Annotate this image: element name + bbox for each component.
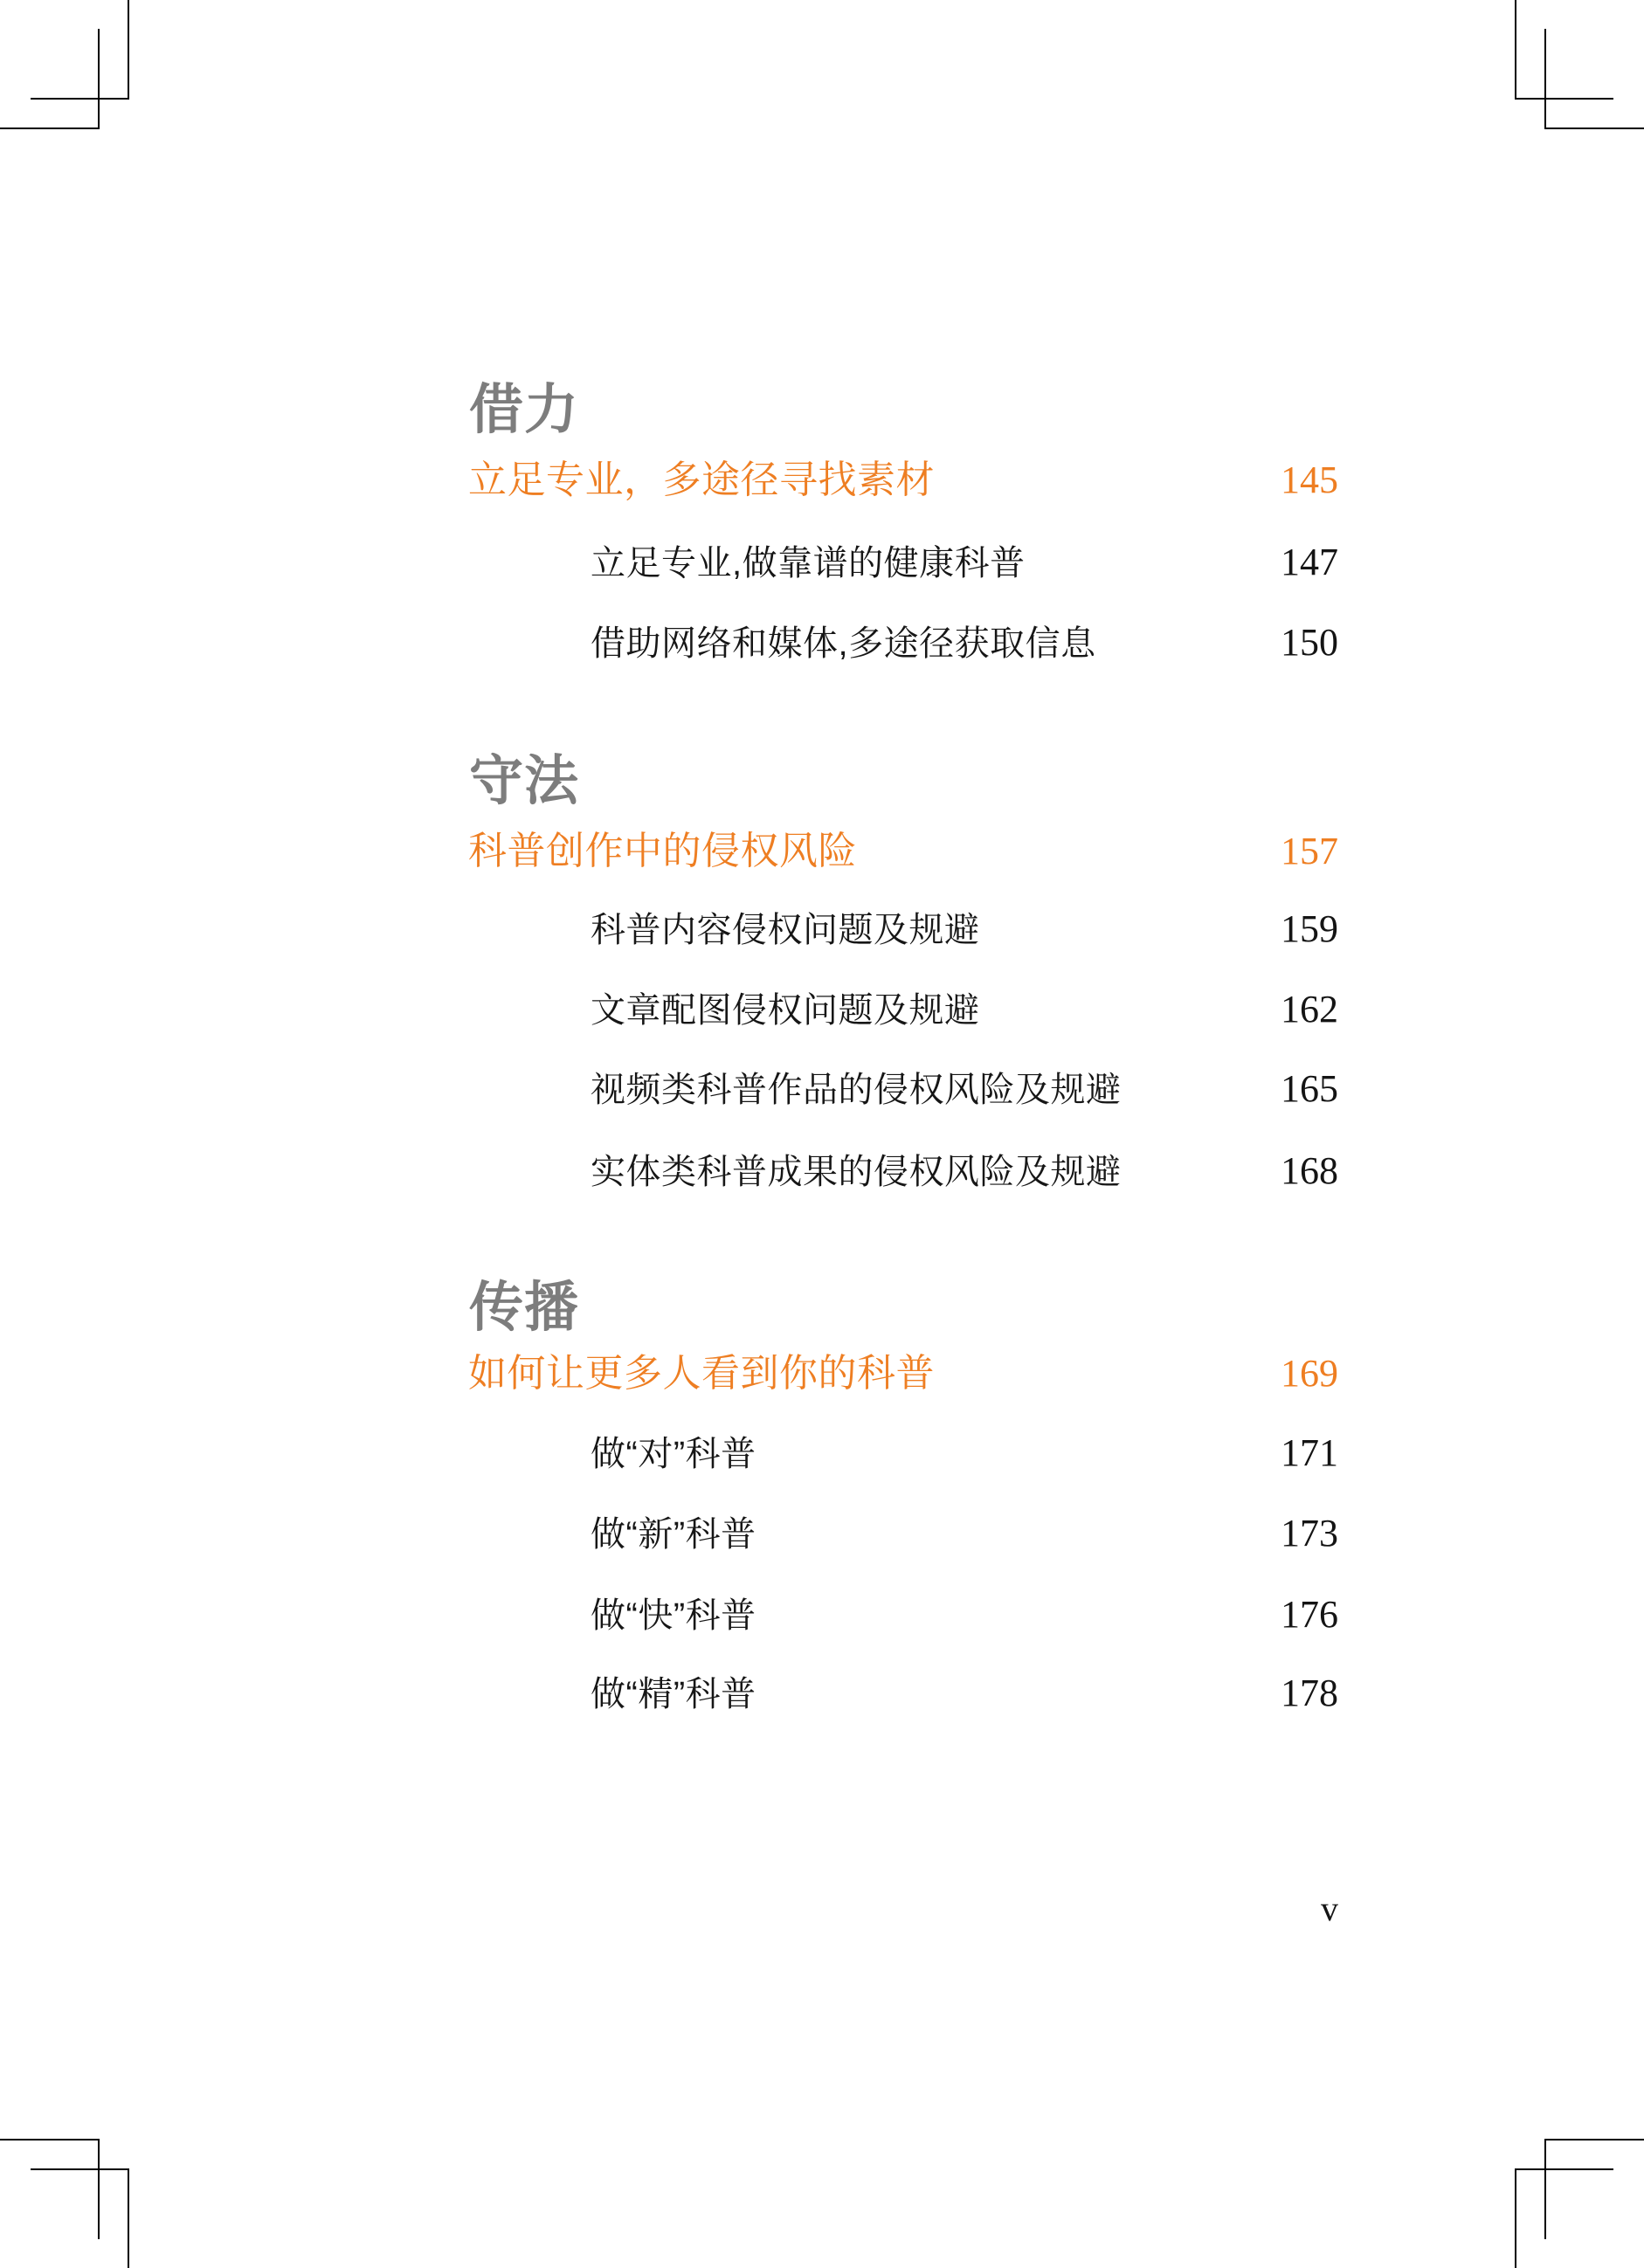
crop-mark-bl-outer-vertical [128, 2168, 129, 2268]
crop-mark-tl-outer-horizontal [31, 98, 129, 100]
section-page-number: 169 [1281, 1352, 1338, 1395]
toc-entry-row [468, 987, 1338, 1033]
entry-page-number: 176 [1281, 1593, 1338, 1636]
folio-page-number: v [1321, 1889, 1338, 1928]
entry-page-number: 165 [1281, 1067, 1338, 1110]
section-subtitle: 如何让更多人看到你的科普 [468, 1352, 935, 1395]
crop-mark-br-inner-vertical [1544, 2140, 1546, 2239]
toc-entry-row [468, 540, 1338, 586]
entry-title: 实体类科普成果的侵权风险及规避 [591, 1153, 1122, 1191]
toc-entry-row [468, 1430, 1338, 1477]
section-keyword: 传播 [469, 1278, 580, 1338]
section-subtitle-row [468, 830, 1338, 874]
crop-mark-br-inner-horizontal [1544, 2139, 1644, 2140]
entry-title: 做“快”科普 [591, 1596, 756, 1635]
section-keyword: 守法 [469, 751, 580, 811]
entry-title: 借助网络和媒体,多途径获取信息 [591, 624, 1096, 663]
crop-mark-bl-inner-vertical [98, 2140, 100, 2239]
entry-page-number: 150 [1281, 621, 1338, 664]
section-subtitle-row [468, 1352, 1338, 1396]
section-subtitle: 立足专业，多途径寻找素材 [468, 458, 935, 501]
entry-page-number: 178 [1281, 1672, 1338, 1714]
entry-title: 立足专业,做靠谱的健康科普 [591, 544, 1026, 583]
entry-title: 文章配图侵权问题及规避 [591, 991, 980, 1030]
crop-mark-tr-outer-horizontal [1515, 98, 1613, 100]
entry-title: 科普内容侵权问题及规避 [591, 911, 980, 949]
crop-mark-tl-outer-vertical [128, 0, 129, 100]
entry-title: 做“新”科普 [591, 1515, 756, 1554]
entry-page-number: 171 [1281, 1431, 1338, 1474]
toc-entry-row [468, 907, 1338, 953]
entry-page-number: 173 [1281, 1512, 1338, 1555]
entry-page-number: 162 [1281, 988, 1338, 1031]
entry-title: 做“对”科普 [591, 1435, 756, 1473]
toc-entry-row [468, 1671, 1338, 1717]
entry-page-number: 168 [1281, 1149, 1338, 1192]
toc-entry-row [468, 620, 1338, 666]
entry-page-number: 147 [1281, 541, 1338, 583]
section-page-number: 145 [1281, 458, 1338, 501]
section-keyword: 借力 [469, 380, 580, 440]
toc-entry-row [468, 1066, 1338, 1113]
crop-mark-bl-inner-horizontal [0, 2139, 100, 2140]
crop-mark-br-outer-vertical [1515, 2168, 1516, 2268]
crop-mark-tr-inner-vertical [1544, 29, 1546, 128]
toc-entry-row [468, 1592, 1338, 1638]
entry-title: 做“精”科普 [591, 1675, 756, 1713]
section-subtitle-row [468, 458, 1338, 503]
crop-mark-br-outer-horizontal [1515, 2168, 1613, 2170]
crop-mark-tl-inner-vertical [98, 29, 100, 128]
toc-entry-row [468, 1511, 1338, 1557]
entry-page-number: 159 [1281, 907, 1338, 950]
section-page-number: 157 [1281, 830, 1338, 872]
entry-title: 视频类科普作品的侵权风险及规避 [591, 1071, 1122, 1109]
crop-mark-tr-outer-vertical [1515, 0, 1516, 100]
crop-mark-tr-inner-horizontal [1544, 128, 1644, 129]
section-subtitle: 科普创作中的侵权风险 [468, 830, 857, 872]
toc-entry-row [468, 1148, 1338, 1195]
crop-mark-bl-outer-horizontal [31, 2168, 129, 2170]
crop-mark-tl-inner-horizontal [0, 128, 100, 129]
